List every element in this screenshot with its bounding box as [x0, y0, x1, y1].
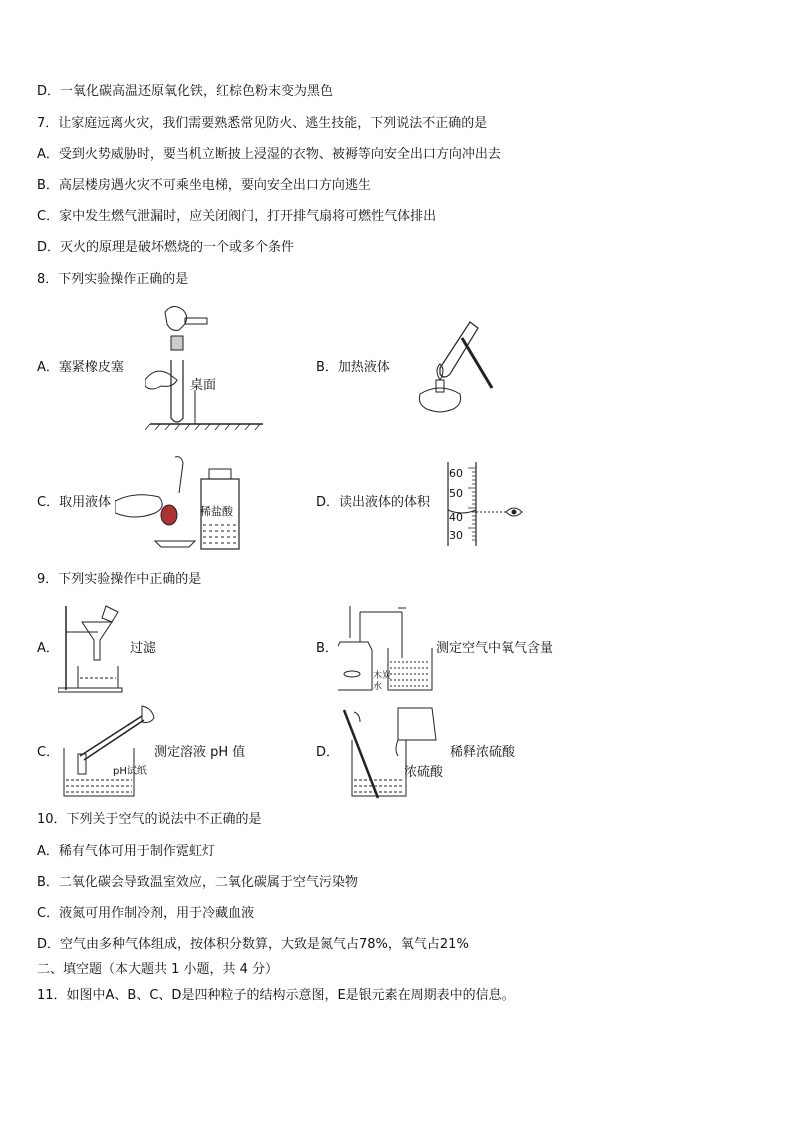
q9-option-a-text: 过滤 [130, 641, 157, 656]
q10-option-d: D．空气由多种气体组成，按体积分数算，大致是氮气占78%，氧气占21% [37, 937, 469, 952]
q10-option-c: C．液氮可用作制冷剂，用于冷藏血液 [37, 906, 255, 921]
q8-option-a: A．塞紧橡皮塞 [37, 360, 124, 375]
q8-figure-a-label: 桌面 [190, 378, 217, 393]
q8-figure-a-stopper [145, 300, 265, 430]
q9-option-d: D． [316, 745, 340, 760]
q8-option-c: C．取用液体 [37, 495, 112, 510]
q9-figure-b-label-water: 水 [373, 682, 383, 692]
q9-option-c: C． [37, 745, 60, 760]
q9-figure-b-label-charcoal: 木炭 [373, 671, 392, 681]
q7-option-b: B．高层楼房遇火灾不可乘坐电梯，要向安全出口方向逃生 [37, 178, 371, 193]
q8-figure-d-tick-30: 30 [449, 529, 463, 542]
q9-stem: 9．下列实验操作中正确的是 [37, 572, 202, 587]
q11-stem: 11．如图中A、B、C、D是四种粒子的结构示意图，E是银元素在周期表中的信息。 [37, 988, 515, 1003]
q9-figure-d-dilution [338, 704, 444, 800]
q9-option-b: B． [316, 641, 338, 656]
q9-figure-c-label: pH试纸 [113, 766, 147, 777]
q9-option-d-text: 稀释浓硫酸 [450, 745, 516, 760]
q8-option-b: B．加热液体 [316, 360, 390, 375]
q8-option-d: D．读出液体的体积 [316, 495, 431, 510]
q10-option-b: B．二氧化碳会导致温室效应，二氧化碳属于空气污染物 [37, 875, 358, 890]
q8-stem: 8．下列实验操作正确的是 [37, 272, 189, 287]
q8-figure-d-tick-50: 50 [449, 487, 463, 500]
q7-stem: 7．让家庭远离火灾，我们需要熟悉常见防火、逃生技能，下列说法不正确的是 [37, 116, 488, 131]
q9-figure-d-label: 浓硫酸 [404, 765, 444, 780]
q7-option-d: D．灭火的原理是破坏燃烧的一个或多个条件 [37, 240, 295, 255]
q8-figure-d-tick-60: 60 [449, 467, 463, 480]
section-title: 二、填空题（本大题共 1 小题，共 4 分） [37, 962, 279, 977]
q8-figure-c-label: 稀盐酸 [200, 505, 233, 518]
q9-option-b-text: 测定空气中氧气含量 [436, 641, 554, 656]
q9-figure-c-ph [62, 702, 158, 798]
q9-option-c-text: 测定溶液 pH 值 [154, 745, 246, 760]
q9-figure-a-filtration [58, 602, 128, 694]
q8-figure-b-heating [392, 318, 502, 418]
q9-option-a: A． [37, 641, 59, 656]
q8-figure-d-tick-40: 40 [449, 511, 463, 524]
q6-option-d: D．一氧化碳高温还原氧化铁，红棕色粉末变为黑色 [37, 84, 334, 99]
q7-option-a: A．受到火势威胁时，要当机立断披上浸湿的衣物、被褥等向安全出口方向冲出去 [37, 147, 501, 162]
q10-option-a: A．稀有气体可用于制作霓虹灯 [37, 844, 215, 859]
q7-option-c: C．家中发生燃气泄漏时，应关闭阀门，打开排气扇将可燃性气体排出 [37, 209, 437, 224]
q10-stem: 10．下列关于空气的说法中不正确的是 [37, 812, 262, 827]
